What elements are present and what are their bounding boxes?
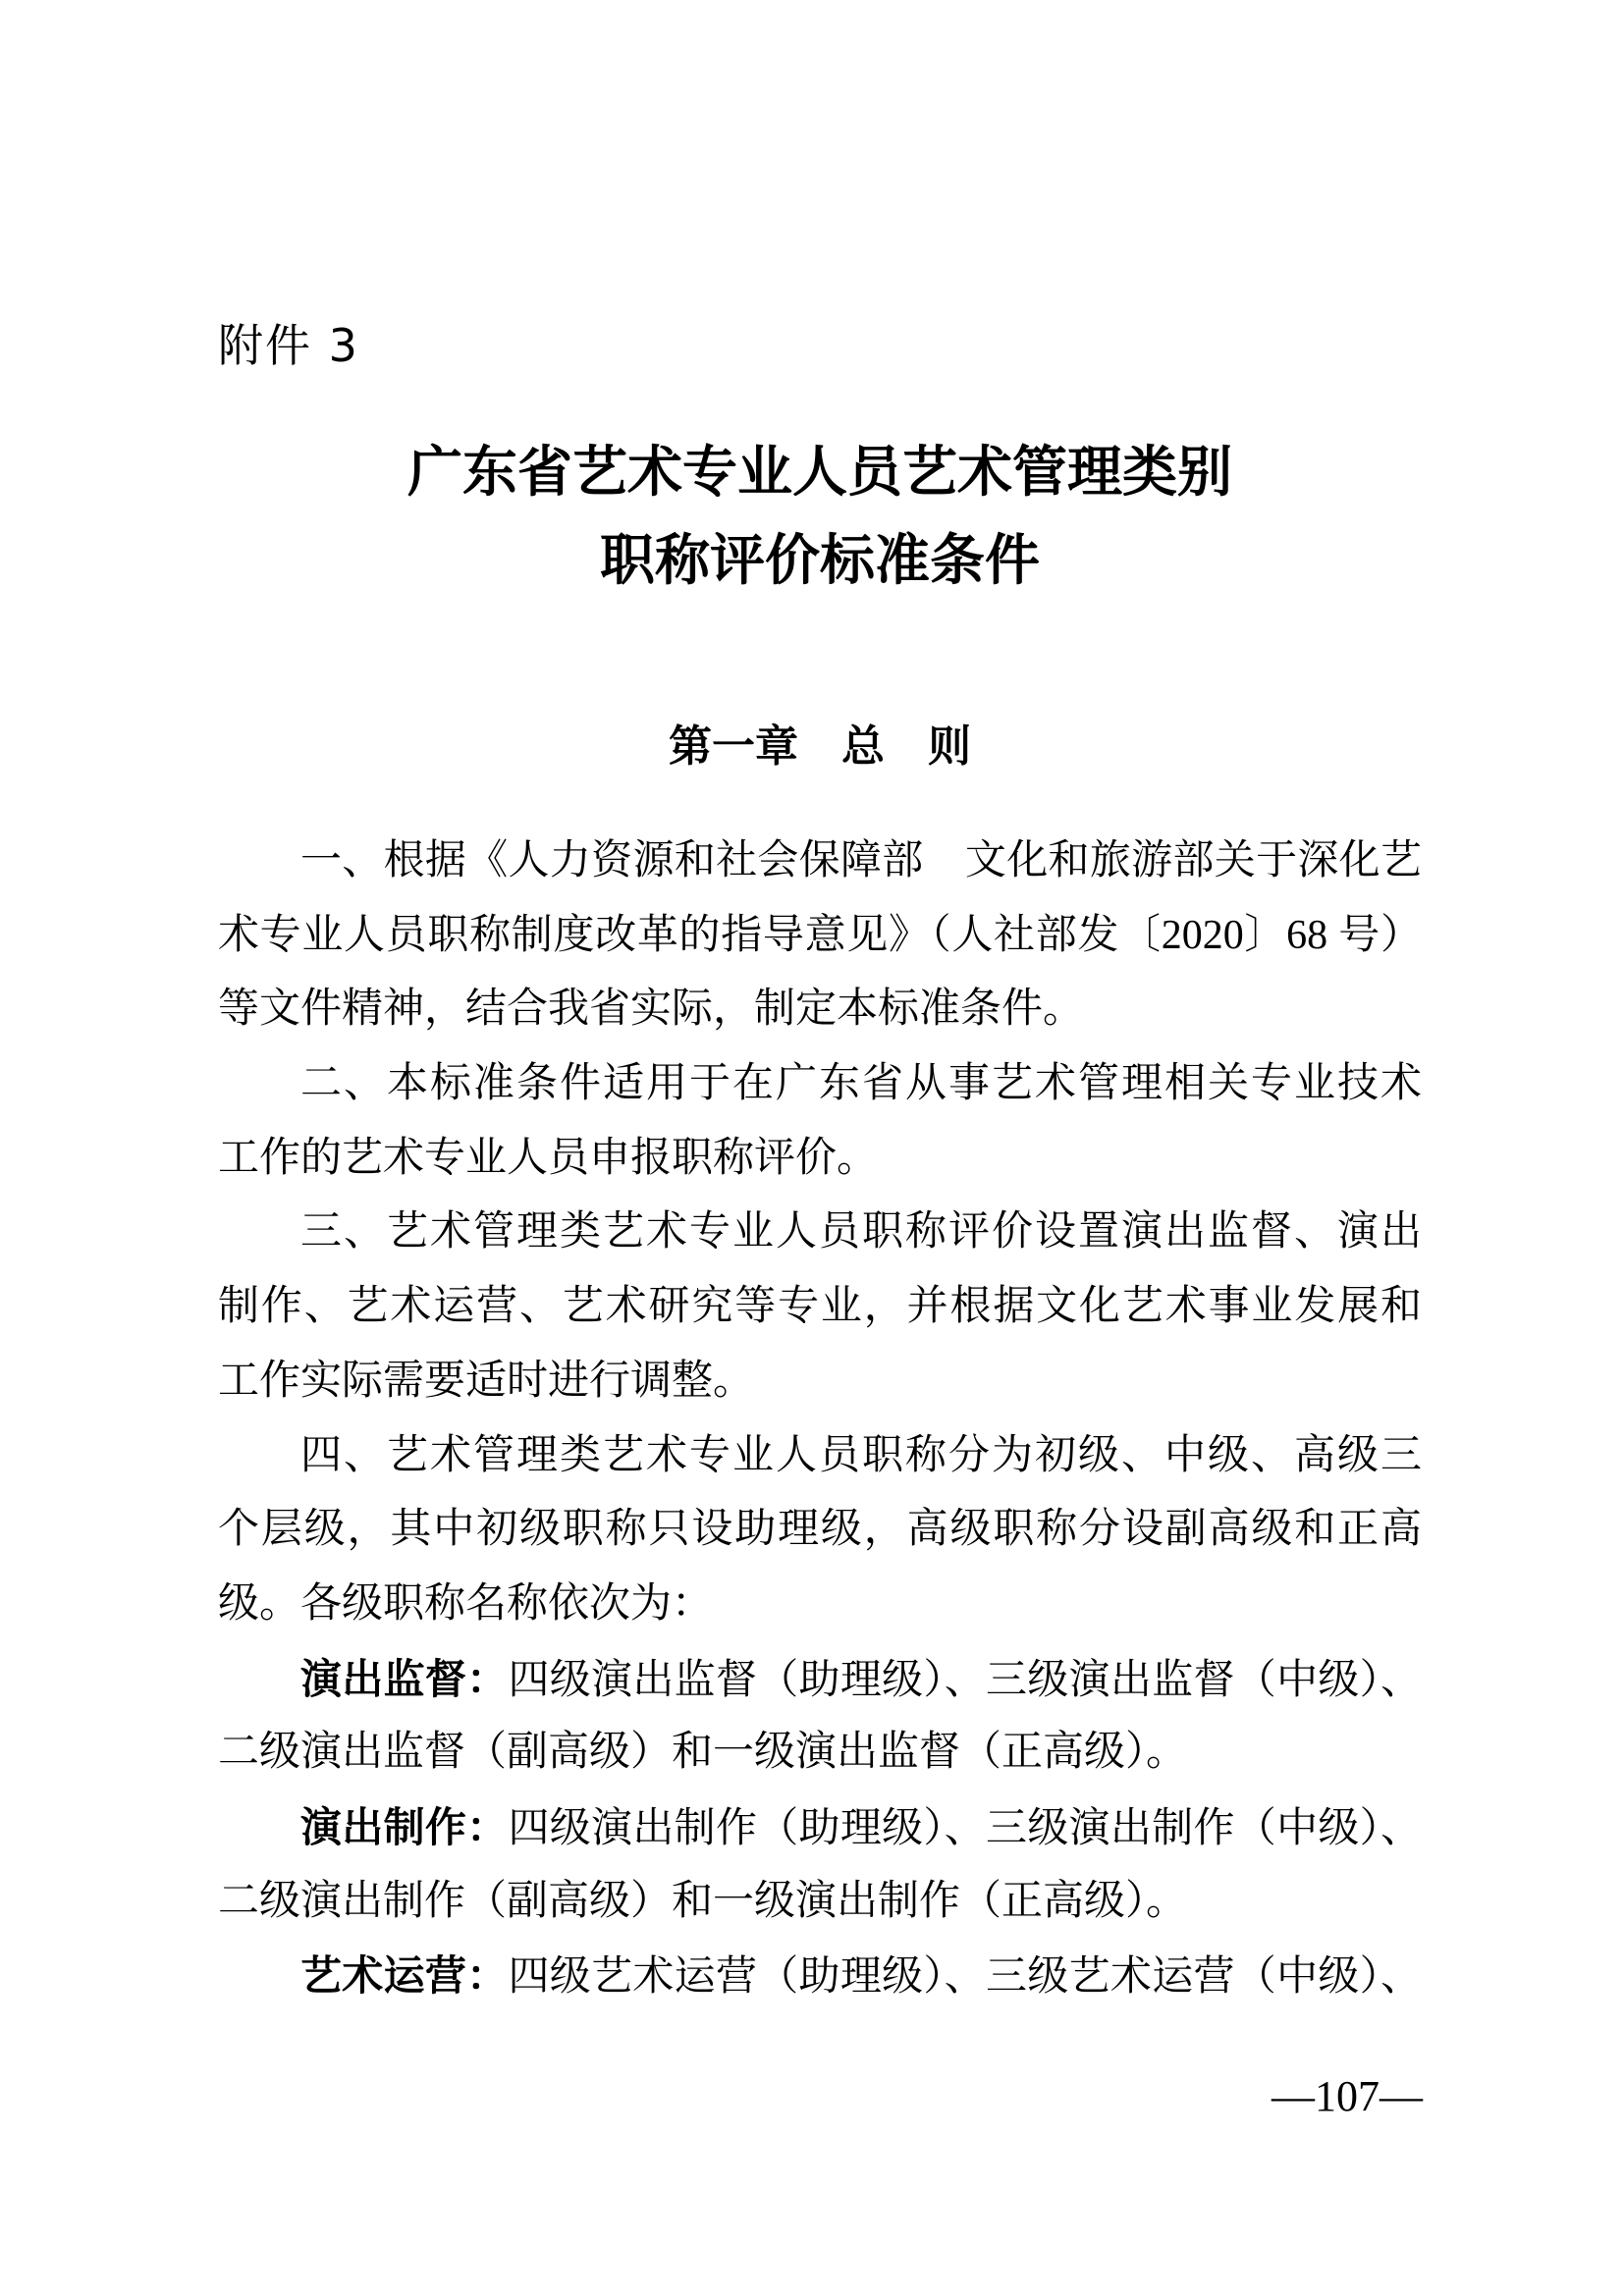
line-lead: 演出制作： [300, 1802, 509, 1851]
line-text: 等文件精神，结合我省实际，制定本标准条件。 [218, 987, 1085, 1033]
body-line [218, 1716, 1422, 1790]
line-lead: 艺术运营： [300, 1951, 509, 2001]
body-line [218, 1122, 1422, 1197]
body-line [218, 1865, 1422, 1940]
body-line [218, 1493, 1422, 1568]
document-title [218, 428, 1422, 605]
body-line [218, 1568, 1422, 1642]
body-line [218, 1419, 1422, 1494]
body-line [218, 973, 1422, 1047]
line-text: 四级艺术运营（助理级）、三级艺术运营（中级）、 [508, 1954, 1422, 2001]
line-text: 四、艺术管理类艺术专业人员职称分为初级、中级、高级三 [300, 1432, 1422, 1478]
body-line [218, 899, 1422, 974]
line-text: 术专业人员职称制度改革的指导意见》（人社部发〔2020〕68 号） [218, 912, 1422, 958]
body-line [218, 1790, 1422, 1865]
line-text: 二级演出监督（副高级）和一级演出监督（正高级）。 [218, 1730, 1188, 1776]
attachment-label: 附件 3 [218, 319, 359, 372]
body-line [218, 1642, 1422, 1717]
page-number: —107— [1271, 2072, 1423, 2120]
line-text: 二、本标准条件适用于在广东省从事艺术管理相关专业技术 [300, 1061, 1422, 1107]
chapter-heading: 第一章 总 则 [669, 721, 971, 772]
line-text: 级。各级职称名称依次为： [218, 1580, 714, 1627]
body-line [218, 1196, 1422, 1270]
line-text: 工作的艺术专业人员申报职称评价。 [218, 1135, 879, 1181]
line-text: 三、艺术管理类艺术专业人员职称评价设置演出监督、演出 [300, 1209, 1422, 1255]
body-line [218, 825, 1422, 899]
line-text: 四级演出制作（助理级）、三级演出制作（中级）、 [508, 1805, 1422, 1851]
line-text: 工作实际需要适时进行调整。 [218, 1358, 755, 1404]
line-text: 一、根据《人力资源和社会保障部 文化和旅游部关于深化艺 [300, 838, 1422, 883]
line-text: 制作、艺术运营、艺术研究等专业，并根据文化艺术事业发展和 [218, 1284, 1422, 1330]
body-line [218, 1270, 1422, 1345]
body-text [218, 825, 1422, 2013]
line-lead: 演出监督： [300, 1654, 509, 1703]
line-text: 二级演出制作（副高级）和一级演出制作（正高级）。 [218, 1878, 1188, 1924]
body-line [218, 1047, 1422, 1122]
body-line [218, 1345, 1422, 1419]
document-title-line-2: 职称评价标准条件 [600, 528, 1040, 593]
body-line [218, 1939, 1422, 2013]
line-text: 个层级，其中初级职称只设助理级，高级职称分设副高级和正高 [218, 1507, 1422, 1553]
document-title-line-1: 广东省艺术专业人员艺术管理类别 [407, 440, 1232, 505]
line-text: 四级演出监督（助理级）、三级演出监督（中级）、 [508, 1657, 1422, 1703]
